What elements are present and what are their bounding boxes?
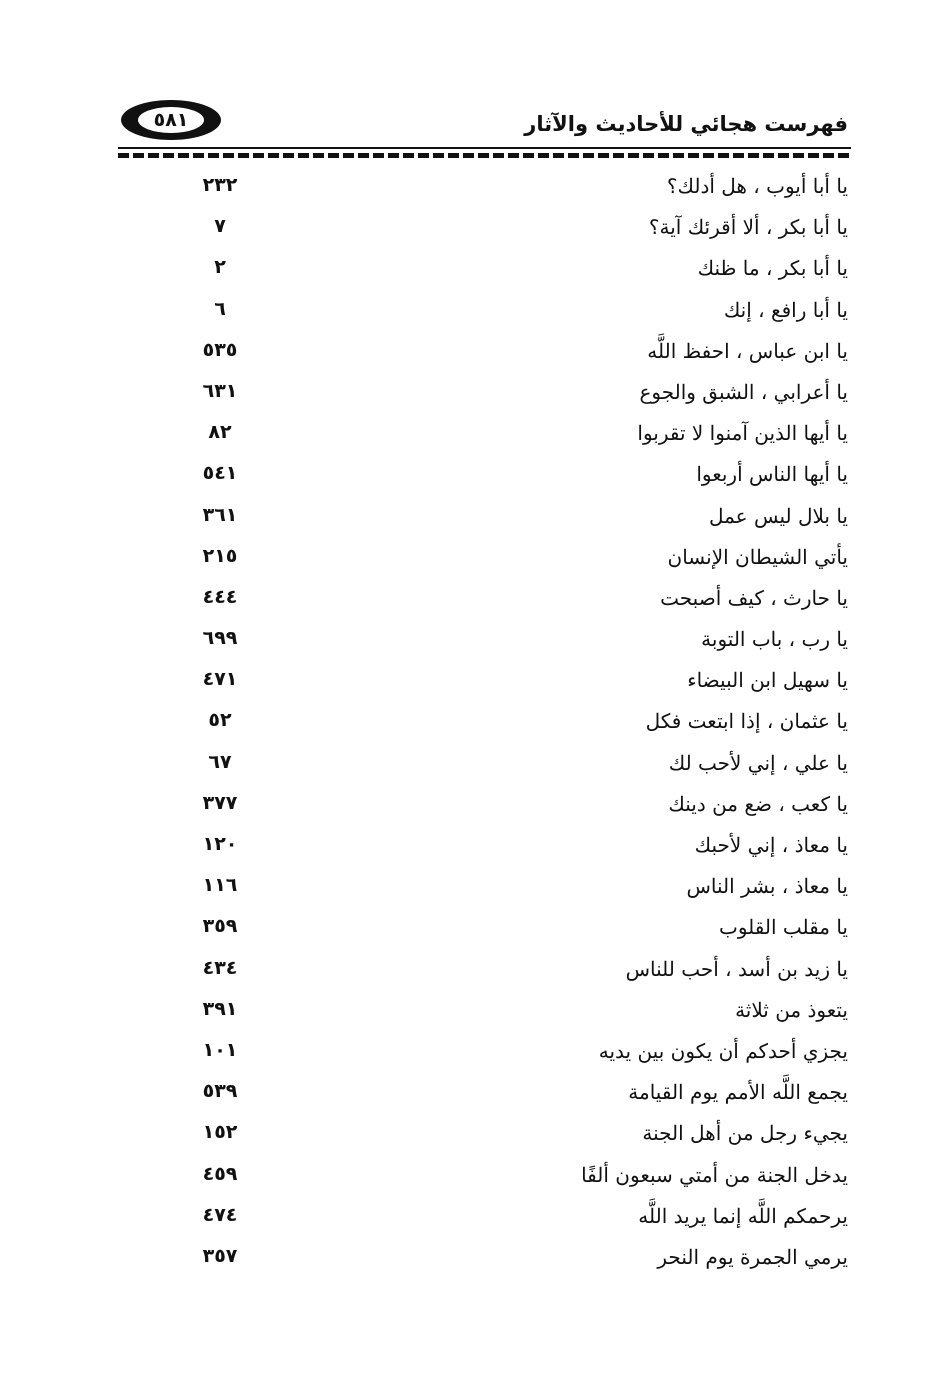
index-entry	[0, 376, 946, 417]
index-entry	[0, 541, 946, 582]
index-entry	[0, 870, 946, 911]
entry-page-number: ٥٢	[208, 709, 232, 732]
entry-page-number: ٤٧١	[202, 668, 238, 691]
index-entry	[0, 829, 946, 870]
entry-text: يا علي ، إني لأحب لك	[668, 750, 848, 775]
entry-text: يا ابن عباس ، احفظ اللَّه	[647, 338, 848, 363]
entry-page-number: ٣٧٧	[202, 791, 238, 814]
entry-page-number: ٢٣٢	[202, 174, 238, 196]
entry-text: يا أبا أيوب ، هل أدلك؟	[666, 174, 848, 198]
index-entry	[0, 335, 946, 376]
entry-page-number: ٦٩٩	[202, 627, 238, 650]
entry-text: يدخل الجنة من أمتي سبعون ألفًا	[581, 1162, 848, 1187]
index-entry	[0, 1159, 946, 1200]
entry-page-number: ٦٣١	[202, 379, 238, 402]
entry-text: يا زيد بن أسد ، أحب للناس	[625, 956, 848, 981]
entry-text: يا أيها الذين آمنوا لا تقربوا	[637, 421, 848, 446]
entry-text: يا معاذ ، بشر الناس	[686, 874, 848, 899]
index-entry	[0, 1117, 946, 1158]
entry-page-number: ٣٩١	[202, 997, 238, 1020]
entry-page-number: ١٥٢	[202, 1121, 238, 1144]
index-entry	[0, 458, 946, 499]
index-entry	[0, 1035, 946, 1076]
entry-text: يجزي أحدكم أن يكون بين يديه	[598, 1038, 848, 1063]
entry-text: يرحمكم اللَّه إنما يريد اللَّه	[638, 1203, 848, 1228]
index-entry	[0, 211, 946, 252]
entry-page-number: ٣٥٩	[202, 915, 238, 938]
entry-page-number: ٥٤١	[202, 462, 238, 485]
index-entry	[0, 1200, 946, 1241]
entry-page-number: ٥٣٥	[202, 338, 238, 361]
index-entry	[0, 705, 946, 746]
entry-page-number: ٣٦١	[202, 503, 238, 526]
entry-text: يجمع اللَّه الأمم يوم القيامة	[628, 1080, 848, 1105]
header-dashed-rule	[118, 153, 851, 158]
index-entry	[0, 788, 946, 829]
entry-text: يا معاذ ، إني لأحبك	[694, 833, 848, 857]
entry-text: يأتي الشيطان الإنسان	[667, 544, 848, 569]
page-number: ٥٨١	[138, 107, 204, 133]
entry-text: يا أبا بكر ، ألا أقرئك آية؟	[648, 215, 848, 240]
index-entry	[0, 294, 946, 335]
header-rule	[118, 147, 851, 149]
entry-text: يجيء رجل من أهل الجنة	[642, 1121, 848, 1146]
entry-page-number: ٤٤٤	[202, 585, 238, 608]
index-entry	[0, 252, 946, 293]
entry-page-number: ٣٥٧	[202, 1244, 238, 1267]
entry-page-number: ٢	[214, 256, 226, 279]
entry-page-number: ٢١٥	[202, 544, 238, 567]
entry-page-number: ٨٢	[208, 421, 232, 444]
index-entry	[0, 417, 946, 458]
index-entry	[0, 1241, 946, 1282]
index-entry	[0, 664, 946, 705]
entry-text: يا أبا رافع ، إنك	[723, 297, 848, 322]
index-entry	[0, 994, 946, 1035]
entry-page-number: ٦٧	[208, 750, 232, 773]
entry-page-number: ٤٣٤	[202, 956, 238, 979]
entry-text: يرمي الجمرة يوم النحر	[657, 1244, 848, 1269]
index-list	[0, 170, 946, 1282]
running-title: فهرست هجائي للأحاديث والآثار	[524, 112, 848, 136]
entry-page-number: ٤٧٤	[202, 1203, 238, 1226]
entry-text: يا بلال ليس عمل	[708, 503, 848, 528]
entry-text: يا حارث ، كيف أصبحت	[660, 585, 848, 610]
entry-page-number: ١١٦	[202, 874, 238, 897]
entry-text: يا عثمان ، إذا ابتعت فكل	[645, 709, 848, 734]
entry-text: يا أبا بكر ، ما ظنك	[697, 256, 848, 281]
entry-page-number: ٥٣٩	[202, 1080, 238, 1103]
entry-text: يا مقلب القلوب	[718, 915, 848, 940]
index-entry	[0, 747, 946, 788]
entry-page-number: ٦	[214, 297, 226, 320]
entry-page-number: ١٠١	[202, 1038, 238, 1061]
index-entry	[0, 623, 946, 664]
index-entry	[0, 953, 946, 994]
entry-text: يا كعب ، ضع من دينك	[668, 791, 848, 816]
entry-text: يا أيها الناس أربعوا	[696, 462, 848, 487]
entry-text: يا رب ، باب التوبة	[701, 627, 848, 652]
index-entry	[0, 911, 946, 952]
entry-page-number: ٧	[214, 215, 226, 238]
index-entry	[0, 500, 946, 541]
index-entry	[0, 1076, 946, 1117]
entry-text: يتعوذ من ثلاثة	[735, 997, 848, 1022]
entry-text: يا سهيل ابن البيضاء	[687, 668, 848, 693]
index-entry	[0, 170, 946, 211]
page-header	[0, 0, 946, 170]
page-number-badge	[121, 100, 221, 140]
entry-page-number: ١٢٠	[202, 833, 238, 855]
index-entry	[0, 582, 946, 623]
entry-page-number: ٤٥٩	[202, 1162, 238, 1185]
entry-text: يا أعرابي ، الشبق والجوع	[639, 379, 848, 404]
